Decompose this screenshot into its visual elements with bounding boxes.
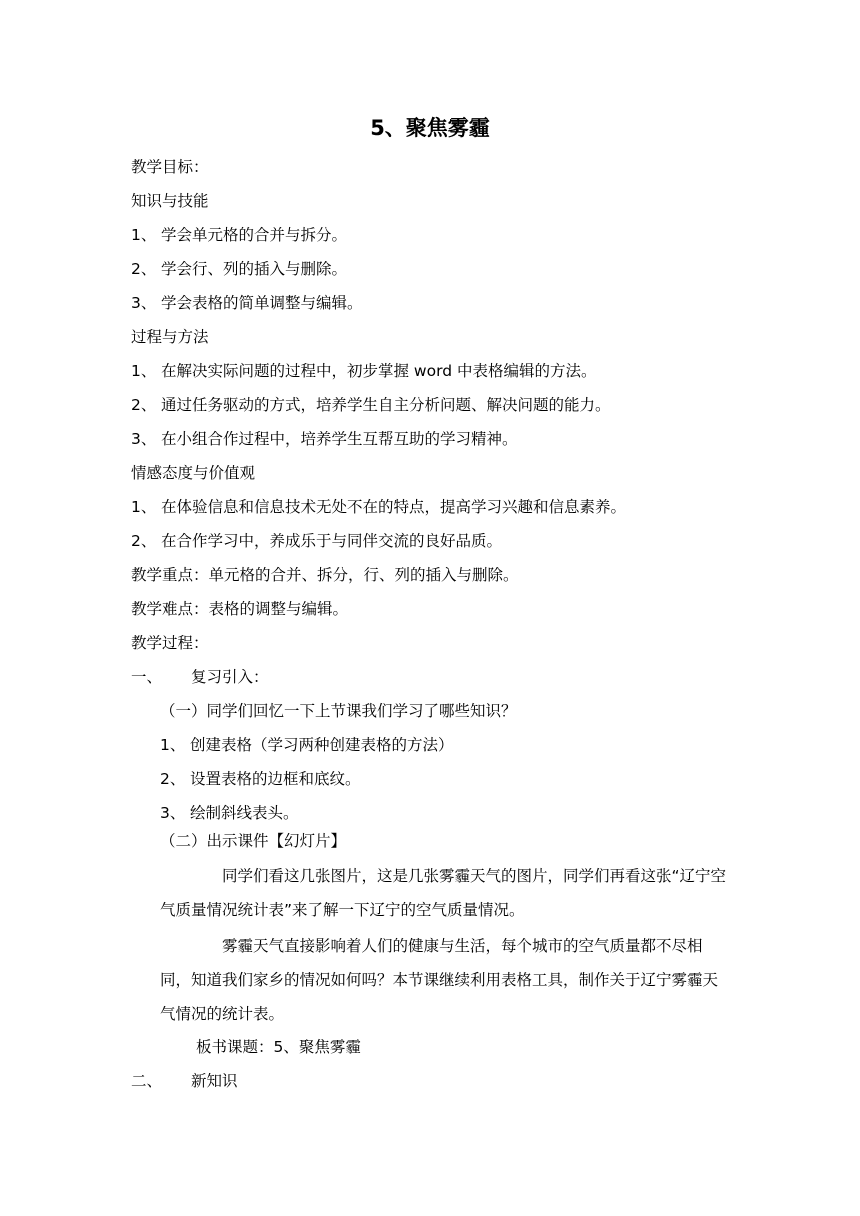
list-item-number: 1、 bbox=[131, 362, 157, 380]
list-item bbox=[131, 359, 596, 383]
list-item-text: 学会表格的简单调整与编辑。 bbox=[161, 294, 363, 312]
subheading: （一）同学们回忆一下上节课我们学习了哪些知识？ bbox=[160, 702, 517, 720]
list-item-text: 绘制斜线表头。 bbox=[190, 804, 299, 822]
knowledge-heading: 知识与技能 bbox=[131, 192, 209, 210]
list-item bbox=[131, 495, 626, 519]
list-item bbox=[131, 291, 363, 315]
section-number: 一、 bbox=[131, 668, 163, 686]
list-item-text: 创建表格（学习两种创建表格的方法） bbox=[190, 736, 454, 754]
attitude-heading: 情感态度与价值观 bbox=[131, 464, 256, 482]
section-text: 新知识 bbox=[191, 1072, 238, 1090]
list-item-number: 3、 bbox=[131, 430, 157, 448]
list-item bbox=[131, 257, 347, 281]
list-item bbox=[131, 223, 347, 247]
list-item-text: 学会单元格的合并与拆分。 bbox=[161, 226, 348, 244]
objectives-heading: 教学目标： bbox=[131, 158, 209, 176]
list-item-text: 学会行、列的插入与删除。 bbox=[161, 260, 348, 278]
board-title: 板书课题：5、聚焦雾霾 bbox=[196, 1038, 361, 1056]
subheading: （二）出示课件【幻灯片】 bbox=[160, 832, 347, 850]
section-number: 二、 bbox=[131, 1072, 163, 1090]
list-item-text: 在小组合作过程中，培养学生互帮互助的学习精神。 bbox=[161, 430, 518, 448]
list-item-number: 2、 bbox=[131, 532, 157, 550]
list-item-text: 通过任务驱动的方式，培养学生自主分析问题、解决问题的能力。 bbox=[161, 396, 611, 414]
list-item-text: 在体验信息和信息技术无处不在的特点，提高学习兴趣和信息素养。 bbox=[161, 498, 627, 516]
list-item-text: 在解决实际问题的过程中，初步掌握 word 中表格编辑的方法。 bbox=[161, 362, 597, 380]
process-heading-main: 教学过程： bbox=[131, 634, 209, 652]
list-item bbox=[160, 733, 454, 757]
list-item bbox=[131, 427, 518, 451]
list-item-number: 1、 bbox=[131, 226, 157, 244]
list-item-text: 设置表格的边框和底纹。 bbox=[190, 770, 361, 788]
section-heading bbox=[131, 1069, 238, 1093]
list-item-number: 3、 bbox=[160, 804, 186, 822]
key-point: 教学重点：单元格的合并、拆分，行、列的插入与删除。 bbox=[131, 566, 519, 584]
paragraph bbox=[160, 859, 732, 927]
paragraph-text: 同学们看这几张图片，这是几张雾霾天气的图片，同学们再看这张“辽宁空气质量情况统计表”来了解一下辽宁的空气质量情况。 bbox=[160, 867, 727, 919]
list-item-number: 2、 bbox=[160, 770, 186, 788]
section-heading bbox=[131, 665, 269, 689]
list-item-number: 3、 bbox=[131, 294, 157, 312]
paragraph bbox=[160, 929, 732, 1031]
list-item bbox=[131, 529, 502, 553]
list-item bbox=[160, 801, 299, 825]
list-item-number: 2、 bbox=[131, 260, 157, 278]
difficulty: 教学难点：表格的调整与编辑。 bbox=[131, 600, 349, 618]
list-item-number: 2、 bbox=[131, 396, 157, 414]
section-text: 复习引入： bbox=[191, 668, 269, 686]
list-item-number: 1、 bbox=[160, 736, 186, 754]
list-item-number: 1、 bbox=[131, 498, 157, 516]
list-item bbox=[160, 767, 361, 791]
process-heading: 过程与方法 bbox=[131, 328, 209, 346]
paragraph-text: 雾霾天气直接影响着人们的健康与生活，每个城市的空气质量都不尽相同，知道我们家乡的情况如何吗？本节课继续利用表格工具，制作关于辽宁雾霾天气情况的统计表。 bbox=[160, 937, 719, 1023]
page-title: 5、聚焦雾霾 bbox=[370, 116, 490, 140]
list-item bbox=[131, 393, 611, 417]
list-item-text: 在合作学习中，养成乐于与同伴交流的良好品质。 bbox=[161, 532, 503, 550]
